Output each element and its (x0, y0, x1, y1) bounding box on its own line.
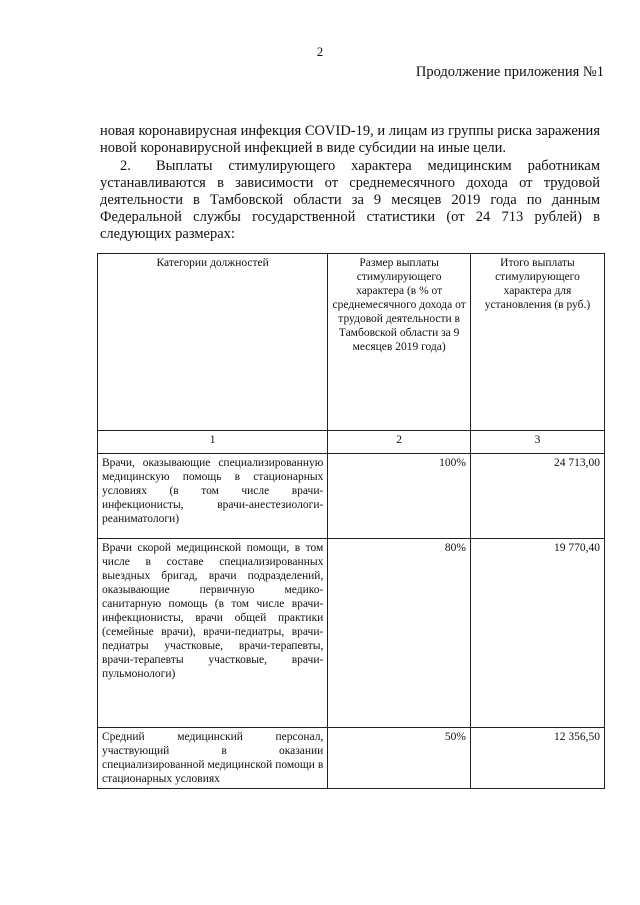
paragraph-continuation: новая коронавирусная инфекция COVID-19, и лицам из группы риска заражения новой коронавирусной инфекцией в виде субсидии на иные цели. (100, 123, 600, 156)
percent-cell: 80% (328, 539, 471, 728)
table-header-row (98, 254, 605, 431)
column-number: 2 (328, 431, 471, 454)
column-number: 1 (98, 431, 328, 454)
header-categories: Категории должностей (98, 254, 328, 431)
category-cell: Врачи, оказывающие специализированную медицинскую помощь в стационарных условиях (в том числе врачи-инфекционисты, врачи-анестезиологи- реаниматологи) (98, 454, 328, 539)
page-number: 2 (316, 44, 324, 59)
table-row (98, 454, 605, 539)
amount-cell: 12 356,50 (470, 728, 604, 789)
table-row (98, 728, 605, 789)
table-row (98, 539, 605, 728)
percent-cell: 50% (328, 728, 471, 789)
paragraph-2-text: Выплаты стимулирующего характера медицинским работникам устанавливаются в зависимости от среднемесячного дохода от трудовой деятельности в Тамбовской области за 9 месяцев 2019 года по данным Федеральной службы государственной статистики (от 24 713 рублей) в следующих размерах: (100, 158, 600, 242)
column-number: 3 (470, 431, 604, 454)
paragraph-number: 2. (120, 158, 131, 174)
column-number-row (98, 431, 605, 454)
category-cell: Средний медицинский персонал, участвующий в оказании специализированной медицинской помощи в стационарных условиях (98, 728, 328, 789)
amount-cell: 24 713,00 (470, 454, 604, 539)
header-percent: Размер выплаты стимулирующего характера (в % от среднемесячного дохода от трудовой деятельности в Тамбовской области за 9 месяцев 2019 года) (328, 254, 471, 431)
category-cell: Врачи скорой медицинской помощи, в том числе в составе специализированных выездных бригад, врачи подразделений, оказывающие первичную медико-санитарную помощь (в том числе врачи-инфекционисты, врачи общей практики (семейные врачи), врачи-педиатры, врачи- педиатры участковые, врачи-терапевты, врачи-терапевты участковые, врачи-пульмонологи) (98, 539, 328, 728)
header-total: Итого выплаты стимулирующего характера для установления (в руб.) (470, 254, 604, 431)
paragraph-2 (100, 158, 600, 243)
percent-cell: 100% (328, 454, 471, 539)
payments-table (97, 253, 605, 789)
appendix-continuation-title: Продолжение приложения №1 (415, 64, 604, 80)
amount-cell: 19 770,40 (470, 539, 604, 728)
